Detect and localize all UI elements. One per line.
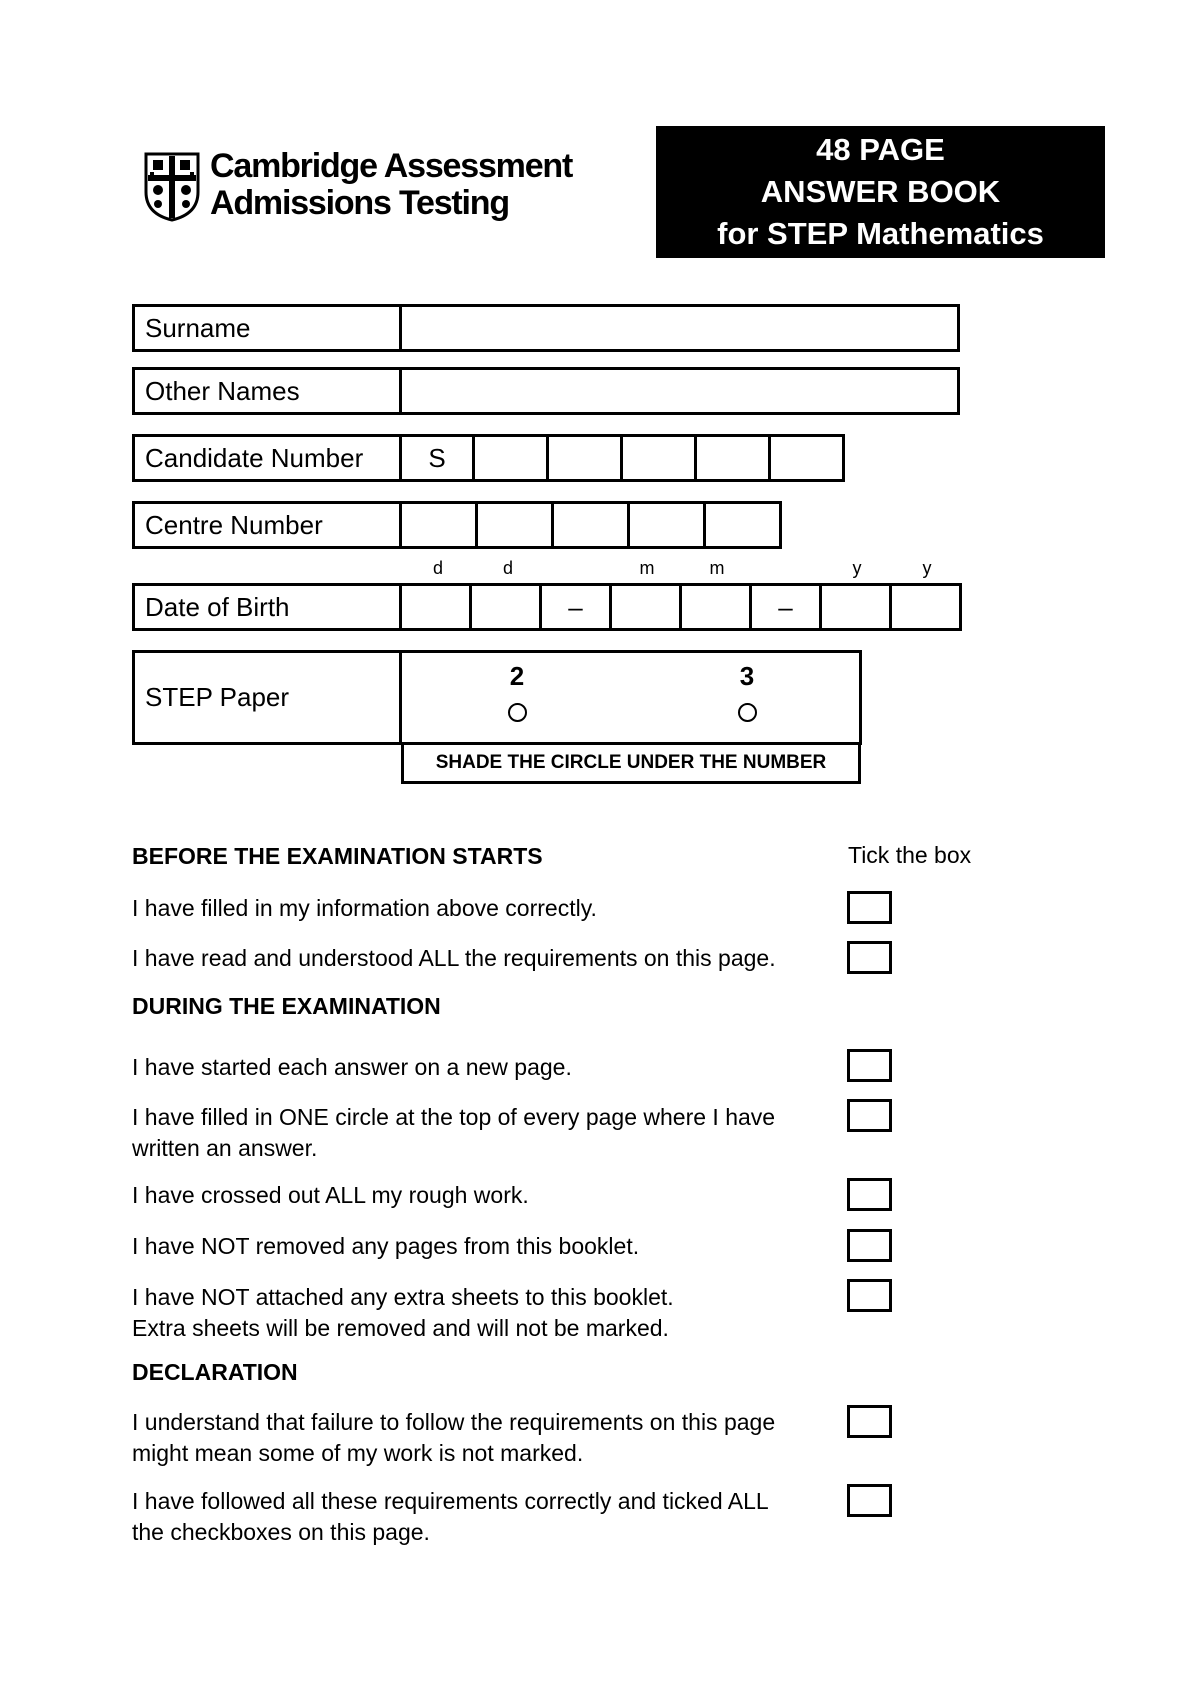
item-line: I have started each answer on a new page. bbox=[132, 1054, 572, 1080]
step-option-circle[interactable] bbox=[738, 703, 757, 722]
dob-year-box[interactable] bbox=[892, 583, 962, 631]
dob-separator: – bbox=[752, 583, 822, 631]
checklist-item bbox=[132, 893, 832, 924]
dob-hint: m bbox=[639, 558, 655, 578]
item-line: I have NOT removed any pages from this booklet. bbox=[132, 1233, 640, 1259]
dob-day-box[interactable] bbox=[472, 583, 542, 631]
step-option-3[interactable] bbox=[727, 659, 767, 722]
item-line: the checkboxes on this page. bbox=[132, 1519, 430, 1545]
checkbox[interactable] bbox=[847, 1049, 892, 1082]
step-paper-label: STEP Paper bbox=[132, 650, 402, 745]
checklist-item bbox=[132, 1282, 832, 1344]
checkbox[interactable] bbox=[847, 1229, 892, 1262]
centre-digit-box[interactable] bbox=[630, 501, 706, 549]
dob-month-box[interactable] bbox=[682, 583, 752, 631]
item-line: I have crossed out ALL my rough work. bbox=[132, 1182, 529, 1208]
dob-hint: d bbox=[502, 558, 513, 578]
checklist-item bbox=[132, 1180, 832, 1211]
step-option-circle[interactable] bbox=[508, 703, 527, 722]
tick-header: Tick the box bbox=[848, 842, 972, 868]
centre-digit-box[interactable] bbox=[478, 501, 554, 549]
candidate-digit-box[interactable] bbox=[549, 434, 623, 482]
logo-line-2: Admissions Testing bbox=[210, 184, 509, 222]
dob-hint: d bbox=[432, 558, 443, 578]
checklist-item bbox=[132, 1407, 832, 1469]
checklist-item bbox=[132, 1486, 832, 1548]
centre-number-row bbox=[132, 501, 782, 549]
title-line-2: ANSWER BOOK bbox=[760, 174, 1001, 209]
checklist-item bbox=[132, 1231, 832, 1262]
candidate-digit-box[interactable] bbox=[771, 434, 845, 482]
step-option-number: 2 bbox=[509, 661, 525, 691]
item-line: I have filled in my information above correctly. bbox=[132, 895, 597, 921]
item-line: I have NOT attached any extra sheets to this booklet. bbox=[132, 1284, 674, 1310]
item-line: Extra sheets will be removed and will not be marked. bbox=[132, 1315, 669, 1341]
during-heading: DURING THE EXAMINATION bbox=[132, 993, 441, 1019]
shade-instruction: SHADE THE CIRCLE UNDER THE NUMBER bbox=[401, 742, 861, 784]
centre-digit-box[interactable] bbox=[706, 501, 782, 549]
checklist-item bbox=[132, 1052, 832, 1083]
step-paper-options bbox=[402, 650, 862, 745]
candidate-digit-box[interactable] bbox=[623, 434, 697, 482]
item-line: I understand that failure to follow the requirements on this page bbox=[132, 1409, 776, 1435]
checkbox[interactable] bbox=[847, 891, 892, 924]
date-of-birth-label: Date of Birth bbox=[132, 583, 402, 631]
dob-year-box[interactable] bbox=[822, 583, 892, 631]
item-line: written an answer. bbox=[132, 1135, 318, 1161]
candidate-number-row bbox=[132, 434, 845, 482]
candidate-prefix-cell: S bbox=[402, 434, 475, 482]
candidate-digit-box[interactable] bbox=[475, 434, 549, 482]
checkbox[interactable] bbox=[847, 1484, 892, 1517]
dob-day-box[interactable] bbox=[402, 583, 472, 631]
checkbox[interactable] bbox=[847, 1279, 892, 1312]
other-names-row bbox=[132, 367, 960, 415]
before-heading: BEFORE THE EXAMINATION STARTS bbox=[132, 843, 543, 869]
dob-hint: m bbox=[709, 558, 725, 578]
title-line-3: for STEP Mathematics bbox=[717, 216, 1044, 251]
dob-hint: y bbox=[852, 558, 862, 578]
step-option-number: 3 bbox=[739, 661, 755, 691]
title-line-1: 48 PAGE bbox=[816, 132, 945, 167]
logo-line-1: Cambridge Assessment bbox=[210, 147, 573, 185]
item-line: I have read and understood ALL the requirements on this page. bbox=[132, 945, 776, 971]
checklist-item bbox=[132, 943, 832, 974]
step-paper-row bbox=[132, 650, 862, 745]
surname-label: Surname bbox=[132, 304, 402, 352]
date-of-birth-row bbox=[132, 583, 962, 631]
checkbox[interactable] bbox=[847, 1405, 892, 1438]
checklist-item bbox=[132, 1102, 832, 1164]
checkbox[interactable] bbox=[847, 941, 892, 974]
dob-hint: y bbox=[922, 558, 932, 578]
item-line: I have followed all these requirements correctly and ticked ALL bbox=[132, 1488, 769, 1514]
surname-field[interactable] bbox=[402, 304, 960, 352]
surname-row bbox=[132, 304, 960, 352]
checkbox[interactable] bbox=[847, 1099, 892, 1132]
centre-number-label: Centre Number bbox=[132, 501, 402, 549]
dob-month-box[interactable] bbox=[612, 583, 682, 631]
title-box bbox=[656, 126, 1105, 258]
item-line: might mean some of my work is not marked. bbox=[132, 1440, 584, 1466]
centre-digit-box[interactable] bbox=[402, 501, 478, 549]
dob-separator: – bbox=[542, 583, 612, 631]
checkbox[interactable] bbox=[847, 1178, 892, 1211]
declaration-heading: DECLARATION bbox=[132, 1359, 298, 1385]
step-option-2[interactable] bbox=[497, 659, 537, 722]
candidate-number-label: Candidate Number bbox=[132, 434, 402, 482]
cambridge-crest-icon bbox=[144, 152, 200, 222]
centre-digit-box[interactable] bbox=[554, 501, 630, 549]
item-line: I have filled in ONE circle at the top of every page where I have bbox=[132, 1104, 776, 1130]
candidate-digit-box[interactable] bbox=[697, 434, 771, 482]
other-names-field[interactable] bbox=[402, 367, 960, 415]
other-names-label: Other Names bbox=[132, 367, 402, 415]
logo-wordmark bbox=[210, 148, 572, 222]
